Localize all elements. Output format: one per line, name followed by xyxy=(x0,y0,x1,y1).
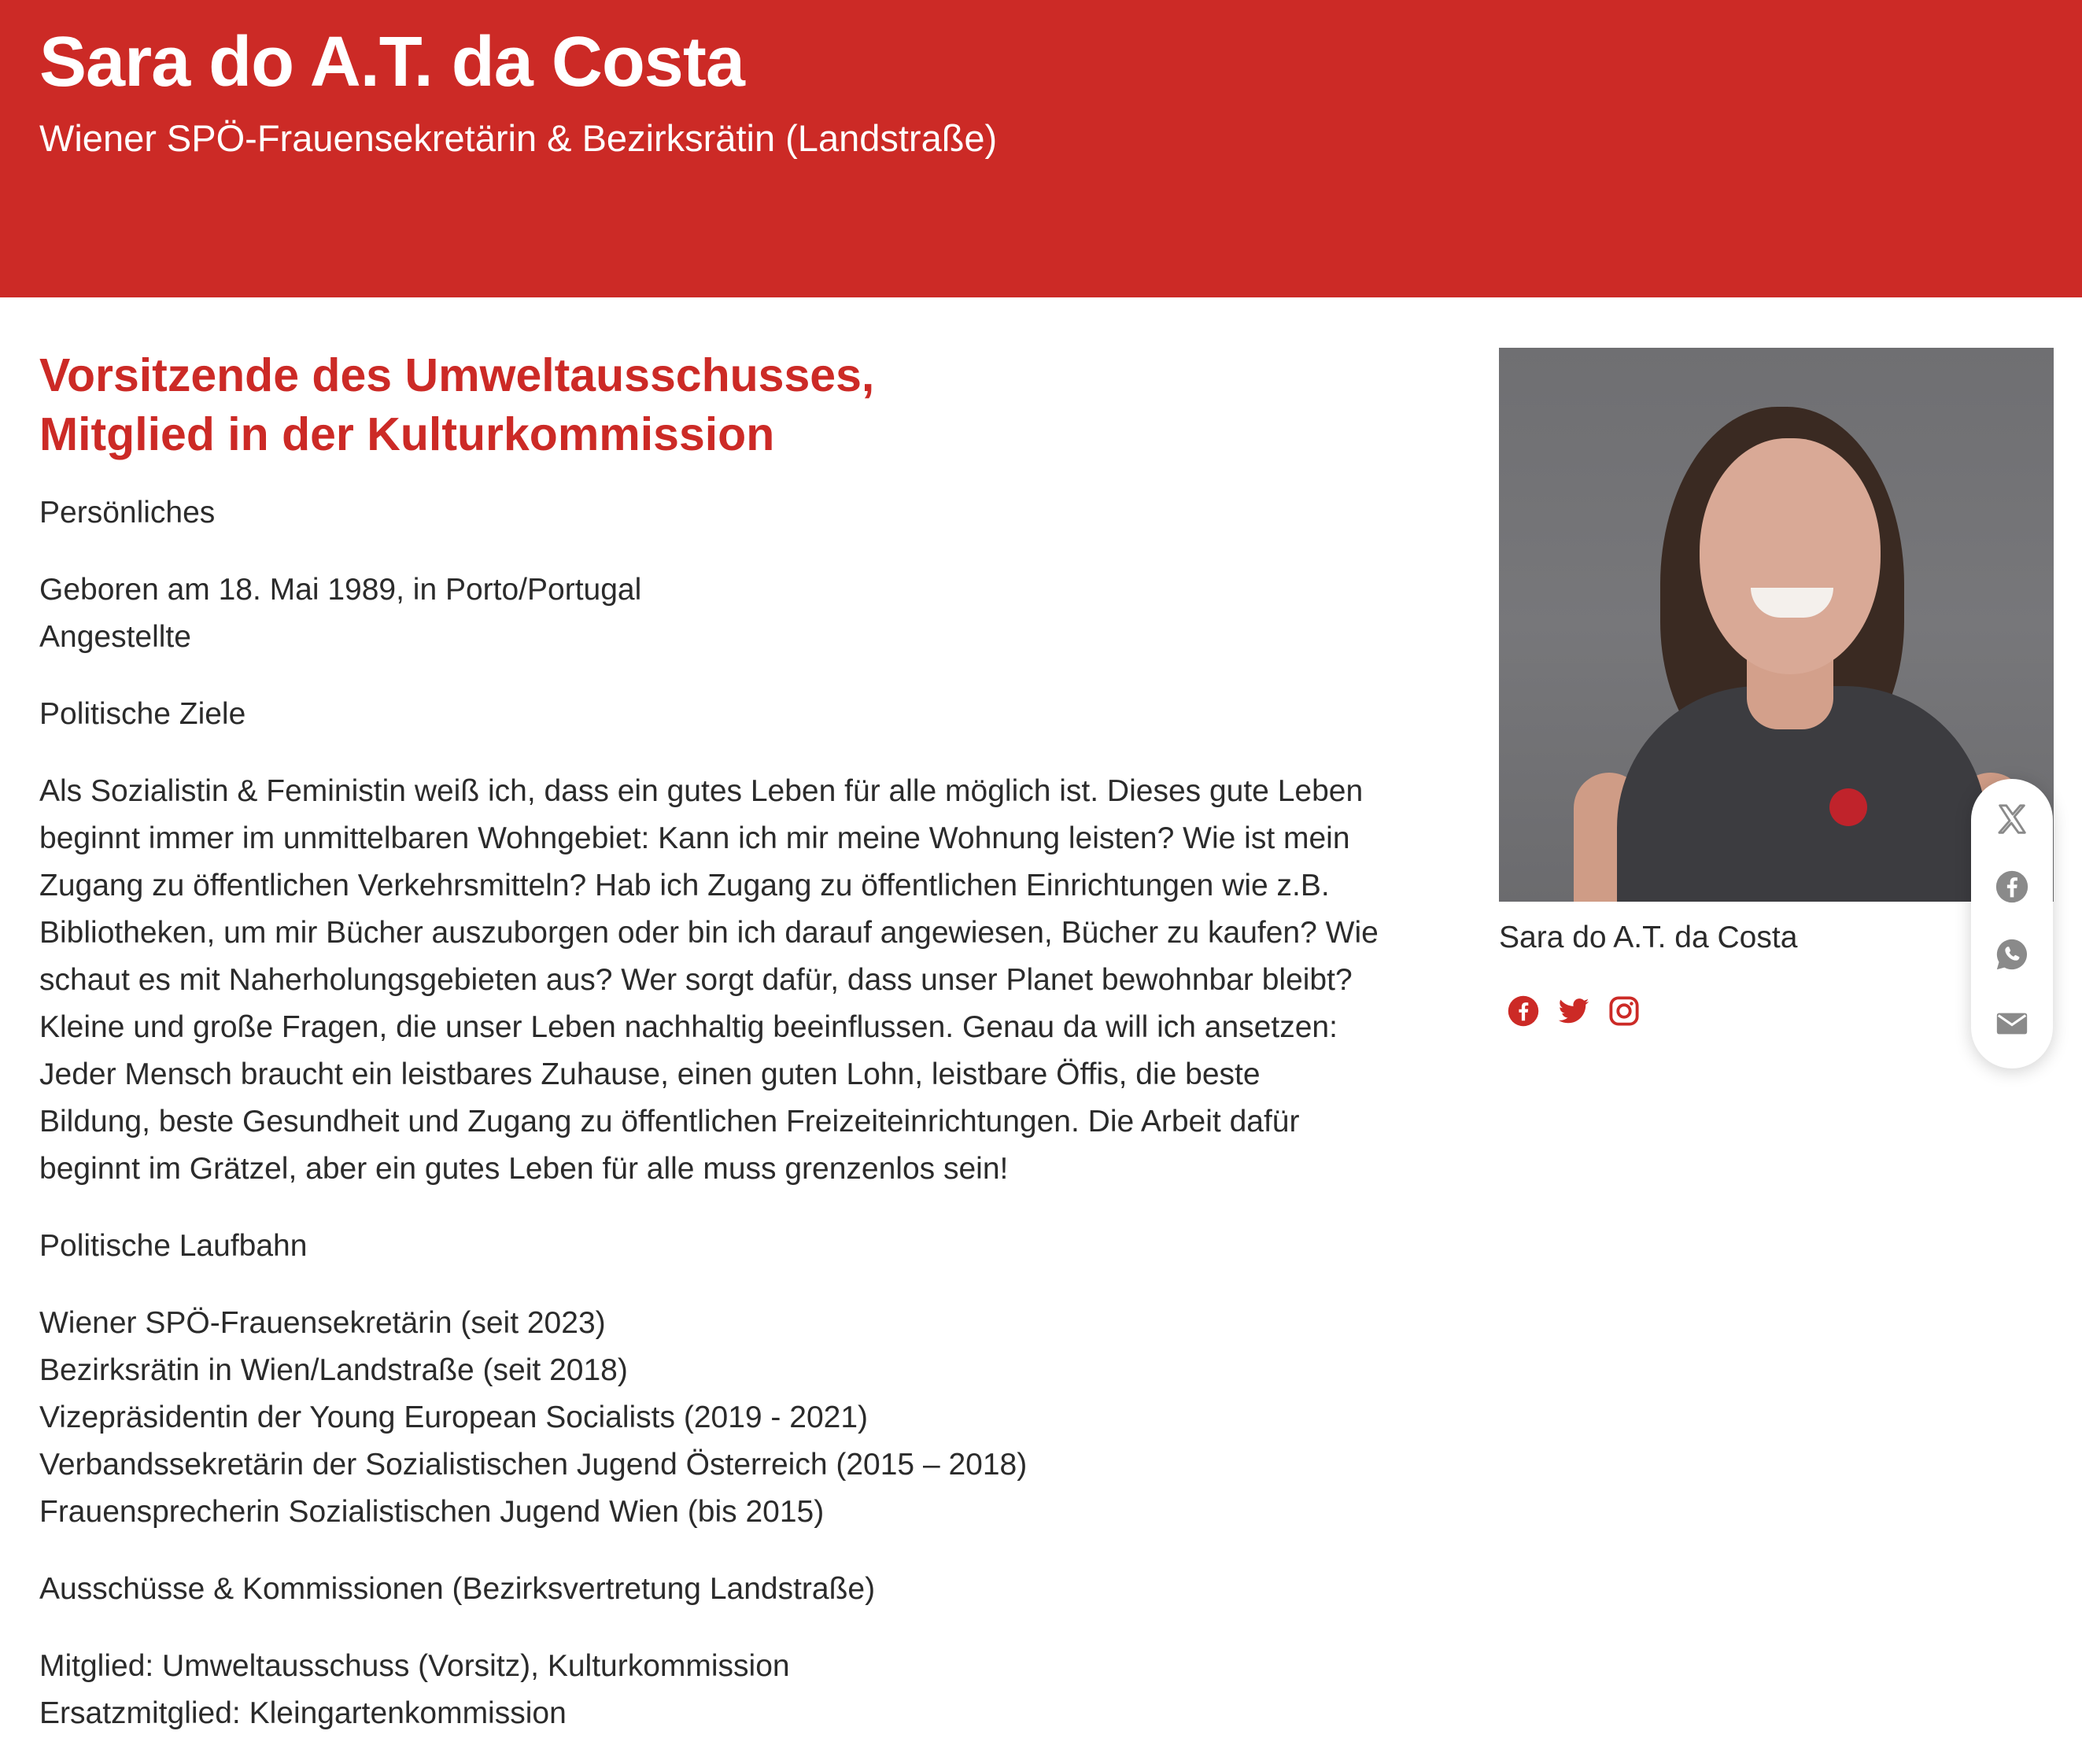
text-line: Kleine und große Fragen, die unser Leben nachhaltig beeinflussen. Genau da will ich ansetzen: xyxy=(39,1010,1338,1044)
text-line: schaut es mit Naherholungsgebieten aus? Wer sorgt dafür, dass unser Planet bewohnbar bleibt? xyxy=(39,963,1353,997)
text-line: Als Sozialistin & Feministin weiß ich, dass ein gutes Leben für alle möglich ist. Dieses gute Leben xyxy=(39,774,1364,808)
section-title-committees: Ausschüsse & Kommissionen (Bezirksvertretung Landstraße) xyxy=(39,1572,876,1606)
career-item: Wiener SPÖ-Frauensekretärin (seit 2023) xyxy=(39,1306,606,1340)
photo-caption: Sara do A.T. da Costa xyxy=(1499,921,1798,954)
text-line: Bildung, beste Gesundheit und Zugang zu öffentlichen Freizeiteinrichtungen. Die Arbeit dafür xyxy=(39,1105,1300,1138)
text-line: Bibliotheken, um mir Bücher auszuborgen oder bin ich darauf angewiesen, Bücher zu kaufen? Wie xyxy=(39,916,1379,950)
section-title-career: Politische Laufbahn xyxy=(39,1229,308,1263)
main-content xyxy=(39,346,1440,1764)
facebook-share-icon[interactable] xyxy=(1994,869,2030,905)
text-line: Zugang zu öffentlichen Verkehrsmitteln? Hab ich Zugang zu öffentlichen Einrichtungen wie z.B. xyxy=(39,869,1330,902)
facebook-icon[interactable] xyxy=(1507,995,1540,1028)
section-title-goals: Politische Ziele xyxy=(39,697,246,731)
role-headline-line: Mitglied in der Kulturkommission xyxy=(39,408,775,460)
text-line: beginnt immer im unmittelbaren Wohngebiet: Kann ich mir meine Wohnung leisten? Wie ist mein xyxy=(39,821,1350,855)
email-share-icon[interactable] xyxy=(1994,1006,2030,1042)
role-headline xyxy=(39,346,1440,464)
committees-text xyxy=(39,1643,1440,1737)
share-bar xyxy=(1971,779,2053,1068)
x-share-icon[interactable] xyxy=(1994,801,2030,837)
career-item: Vizepräsidentin der Young European Socialists (2019 - 2021) xyxy=(39,1400,868,1434)
twitter-icon[interactable] xyxy=(1557,995,1590,1028)
text-line: Jeder Mensch braucht ein leistbares Zuhause, einen guten Lohn, leistbare Öffis, die beste xyxy=(39,1057,1261,1091)
career-item: Verbandssekretärin der Sozialistischen Jugend Österreich (2015 – 2018) xyxy=(39,1448,1028,1482)
text-line: beginnt im Grätzel, aber ein gutes Leben für alle muss grenzenlos sein! xyxy=(39,1152,1009,1186)
career-list xyxy=(39,1300,1440,1536)
committee-item: Ersatzmitglied: Kleingartenkommission xyxy=(39,1696,567,1730)
personal-text xyxy=(39,566,1440,661)
committee-item: Mitglied: Umweltausschuss (Vorsitz), Kulturkommission xyxy=(39,1649,790,1683)
goals-text xyxy=(39,768,1440,1193)
career-item: Frauensprecherin Sozialistischen Jugend Wien (bis 2015) xyxy=(39,1495,825,1529)
whatsapp-share-icon[interactable] xyxy=(1994,936,2030,972)
career-item: Bezirksrätin in Wien/Landstraße (seit 2018) xyxy=(39,1353,628,1387)
instagram-icon[interactable] xyxy=(1608,995,1641,1028)
person-name: Sara do A.T. da Costa xyxy=(39,23,744,101)
text-line: Angestellte xyxy=(39,620,191,654)
text-line: Geboren am 18. Mai 1989, in Porto/Portugal xyxy=(39,573,642,607)
person-subtitle: Wiener SPÖ-Frauensekretärin & Bezirksrätin (Landstraße) xyxy=(39,117,998,159)
role-headline-line: Vorsitzende des Umweltausschusses, xyxy=(39,349,875,401)
section-title-personal: Persönliches xyxy=(39,496,216,530)
page-header xyxy=(0,0,2082,297)
